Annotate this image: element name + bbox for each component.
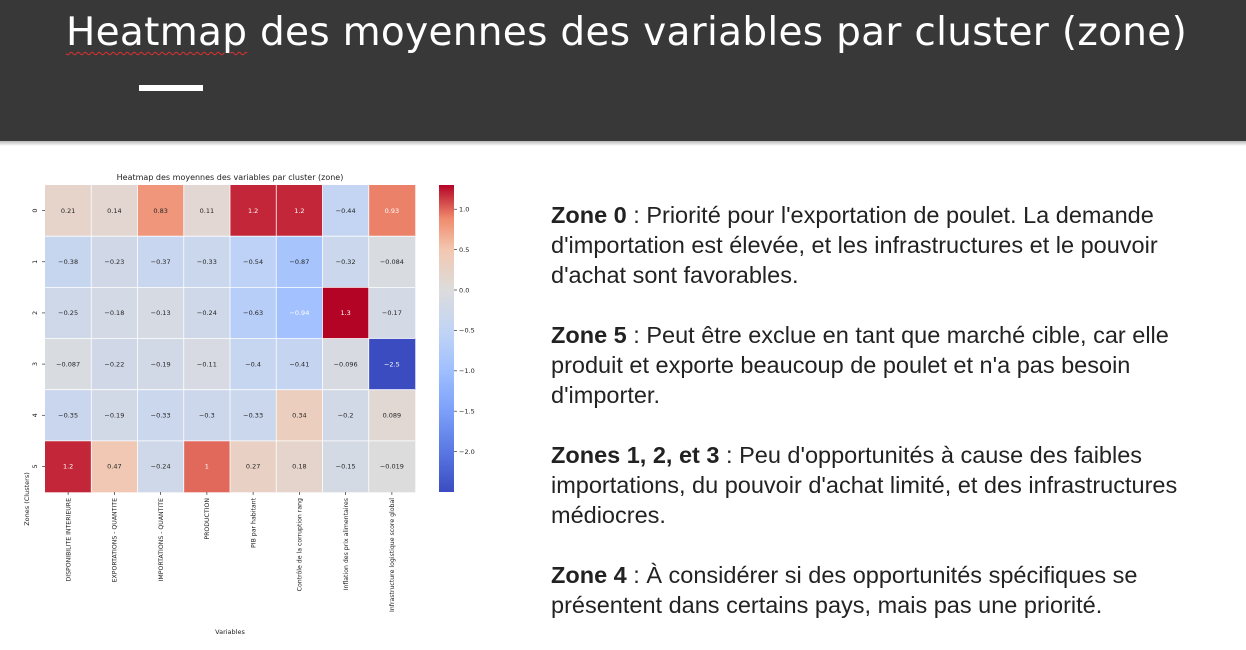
cell-value-label: −0.096	[333, 360, 358, 369]
cell-value-label: 0.47	[107, 462, 122, 471]
note-label: Zones 1, 2, et 3	[551, 442, 720, 468]
heatmap-chart	[0, 160, 500, 646]
x-tick-label: IMPORTATIONS - QUANTITE	[157, 498, 165, 582]
cell-value-label: 0.14	[107, 206, 122, 215]
colorbar-tick-label: −1.0	[459, 367, 475, 376]
cell-value-label: −0.33	[150, 411, 171, 420]
note-zone-0	[551, 200, 1211, 290]
cell-value-label: −0.37	[150, 257, 171, 266]
title-accent-bar	[139, 85, 203, 91]
cell-value-label: −0.94	[289, 309, 310, 318]
note-zones-1-2-3	[551, 440, 1211, 530]
colorbar-tick-label: 1.0	[459, 205, 470, 214]
cell-value-label: 0.18	[292, 462, 307, 471]
cell-value-label: −0.41	[289, 360, 310, 369]
cell-value-label: −0.18	[104, 309, 125, 318]
cell-value-label: −0.38	[58, 257, 79, 266]
slide-title-first-word: Heatmap	[66, 10, 248, 55]
cell-value-label: −0.17	[381, 309, 402, 318]
note-zone-4	[551, 560, 1211, 620]
y-axis-label: Zones (Clusters)	[23, 472, 31, 526]
slide-title-rest: des moyennes des variables par cluster (zone)	[247, 10, 1188, 55]
x-tick-label: Contrôle de la corruption rang	[296, 498, 304, 592]
x-tick-label: DISPONIBILITE INTERIEURE	[65, 498, 73, 582]
cell-value-label: −0.35	[58, 411, 79, 420]
cell-value-label: −0.19	[104, 411, 125, 420]
cell-value-label: −0.4	[245, 360, 262, 369]
note-label: Zone 5	[551, 322, 627, 348]
colorbar-tick-label: 0.0	[459, 286, 470, 295]
cell-value-label: −0.019	[379, 462, 404, 471]
cell-value-label: −0.87	[289, 257, 310, 266]
cell-value-label: −0.24	[196, 309, 217, 318]
x-tick-label: Inflation des prix alimentaires	[342, 498, 350, 591]
cell-value-label: −0.63	[243, 309, 264, 318]
cell-value-label: −0.15	[335, 462, 356, 471]
note-text: : Priorité pour l'exportation de poulet. La demande d'importation est élevée, et les infrastructures et le pouvoir d'achat sont favorables.	[551, 202, 1158, 288]
x-tick-label: PIB par habitant	[250, 498, 258, 548]
cell-value-label: −0.084	[379, 257, 404, 266]
y-tick-label: 5	[31, 464, 39, 469]
cell-value-label: −0.087	[56, 360, 81, 369]
cell-value-label: −0.24	[150, 462, 171, 471]
cell-value-label: 0.93	[384, 206, 400, 215]
y-tick-label: 1	[31, 259, 39, 264]
note-text: : À considérer si des opportunités spécifiques se présentent dans certains pays, mais pas une priorité.	[551, 562, 1138, 618]
slide-title	[66, 8, 1187, 58]
cell-value-label: 0.27	[245, 462, 261, 471]
y-tick-label: 2	[31, 310, 39, 315]
note-zone-5	[551, 320, 1211, 410]
chart-title: Heatmap des moyennes des variables par cluster (zone)	[116, 173, 344, 182]
y-tick-label: 4	[31, 413, 39, 418]
notes-panel	[551, 200, 1211, 650]
cell-value-label: −0.22	[104, 360, 125, 369]
colorbar-tick-label: 0.5	[459, 245, 470, 254]
x-tick-label: EXPORTATIONS - QUANTITE	[111, 498, 119, 583]
colorbar-tick-label: −1.5	[459, 407, 475, 416]
y-tick-label: 0	[31, 208, 39, 213]
colorbar	[439, 185, 454, 492]
cell-value-label: 1.2	[62, 462, 74, 471]
cell-value-label: 1.2	[294, 206, 305, 215]
x-tick-label: PRODUCTION	[204, 498, 212, 540]
colorbar-tick-label: −2.0	[459, 447, 475, 456]
cell-value-label: −0.33	[196, 257, 217, 266]
cell-value-label: −0.2	[337, 411, 354, 420]
x-tick-label: Infrastructure logistique score global	[389, 498, 397, 612]
note-label: Zone 0	[551, 202, 627, 228]
cell-value-label: 0.83	[153, 206, 168, 215]
cell-value-label: −0.13	[150, 309, 171, 318]
cell-value-label: 0.089	[382, 411, 402, 420]
cell-value-label: −0.44	[335, 206, 356, 215]
cell-value-label: −0.11	[196, 360, 217, 369]
note-text: : Peut être exclue en tant que marché cible, car elle produit et exporte beaucoup de poulet et n'a pas besoin d'importer.	[551, 322, 1169, 408]
header-shadow	[0, 141, 1246, 146]
y-tick-label: 3	[31, 362, 39, 367]
cell-value-label: 1.2	[247, 206, 259, 215]
cell-value-label: −0.25	[58, 309, 79, 318]
cell-value-label: 0.21	[60, 206, 76, 215]
cell-value-label: −0.3	[198, 411, 215, 420]
x-axis-label: Variables	[215, 628, 245, 636]
cell-value-label: −0.23	[104, 257, 125, 266]
cell-value-label: −0.32	[335, 257, 356, 266]
cell-value-label: 1	[204, 462, 209, 471]
cell-value-label: 1.3	[340, 309, 351, 318]
cell-value-label: −2.5	[383, 360, 400, 369]
cell-value-label: −0.54	[243, 257, 264, 266]
cell-value-label: 0.11	[199, 206, 215, 215]
cell-value-label: −0.19	[150, 360, 171, 369]
cell-value-label: 0.34	[292, 411, 307, 420]
colorbar-tick-label: −0.5	[459, 326, 475, 335]
note-text: : Peu d'opportunités à cause des faibles importations, du pouvoir d'achat limité, et des infrastructures médiocres.	[551, 442, 1178, 528]
cell-value-label: −0.33	[243, 411, 264, 420]
note-label: Zone 4	[551, 562, 627, 588]
